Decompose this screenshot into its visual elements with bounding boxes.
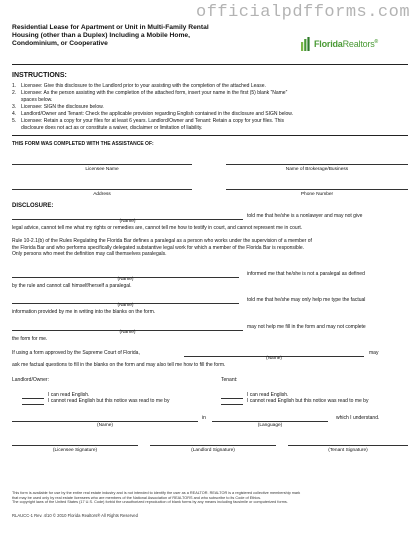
disclosure-p5-head: If using a form approved by the Supreme Court of Florida, (12, 350, 140, 356)
licensee-name-field[interactable] (12, 164, 192, 165)
instr-num-2: 2. (12, 90, 17, 96)
disclosure-name-label-1: (Name) (119, 219, 136, 224)
language-field[interactable] (212, 421, 328, 422)
title-line-3: Condominium, or Cooperative (12, 40, 108, 47)
instructions-divider (12, 135, 408, 136)
landlord-can-read-text: I can read English. (48, 392, 90, 398)
phone-field[interactable] (226, 189, 408, 190)
title-line-2: Housing (other than a Duplex) Including a Mobile Home, (12, 32, 190, 39)
tenant-can-read-checkbox[interactable] (221, 398, 243, 399)
licensee-name-label: Licensee Name (85, 167, 119, 172)
instr-item-2: Licensee: As the person assisting with the completion of the attached form, insert your name in the first (5) blank “Name” (21, 90, 288, 96)
landlord-cannot-read-text: I cannot read English but this notice was read to me by (48, 398, 170, 404)
rule-line-1: Rule 10-2.1(b) of the Rules Regulating the Florida Bar defines a paralegal as a person who works under the supervision of a member of (12, 238, 312, 244)
title-line-1: Residential Lease for Apartment or Unit in Multi-Family Rental (12, 24, 209, 31)
disclosure-p2-tail: informed me that he/she is not a paralegal as defined (247, 271, 365, 277)
instr-item-3: Licensee: SIGN the disclosure below. (21, 104, 104, 110)
header-divider (12, 64, 408, 65)
phone-label: Phone Number (300, 192, 334, 197)
instr-item-4: Landlord/Owner and Tenant: Check the applicable provision regarding English contained in the disclosure and SIGN below. (21, 111, 294, 117)
disclosure-p3-line2: information provided by me in writing into the blanks on the form. (12, 309, 156, 315)
tenant-cannot-read-text: I cannot read English but this notice was read to me by (247, 398, 369, 404)
instr-item-5-cont: disclosure does not act as or constitute a waiver, disclaimer or limitation of liability. (21, 125, 203, 131)
instr-num-1: 1. (12, 83, 17, 89)
in-word: in (202, 415, 206, 421)
florida-realtors-logo-icon (300, 37, 312, 51)
brokerage-field[interactable] (226, 164, 408, 165)
disclosure-p1-line2: legal advice, cannot tell me what my rights or remedies are, cannot tell me how to testify in court, and cannot represent me in court. (12, 225, 303, 231)
landlord-signature-field[interactable] (150, 445, 276, 446)
instr-item-2-cont: spaces below. (21, 97, 53, 103)
rule-line-3: Only persons who meet the definition may call themselves paralegals. (12, 251, 167, 257)
licensee-signature-field[interactable] (12, 445, 138, 446)
footer-line-3: The copyright laws of the United States (17 U.S. Code) forbid the unauthorized reproduction of blank forms by any means including facsimile or computerized forms. (12, 500, 288, 505)
disclosure-p1-tail: told me that he/she is a nonlawyer and may not give (247, 213, 363, 219)
instr-item-5: Licensee: Retain a copy for your files for at least 6 years. Landlord/Owner and Tenant: Retain a copy for your files. This (21, 118, 285, 124)
tenant-label: Tenant: (221, 377, 238, 383)
disclosure-p5-line2: ask me factual questions to fill in the blanks on the form and may also tell me how to fill the form. (12, 362, 226, 368)
assistance-heading: THIS FORM WAS COMPLETED WITH THE ASSISTANCE OF: (12, 141, 154, 147)
disclosure-name-label-2: (Name) (117, 277, 134, 282)
document-title (12, 24, 252, 48)
understand-text: which I understand. (336, 415, 380, 421)
tenant-signature-field[interactable] (288, 445, 408, 446)
footer-notice (12, 491, 408, 505)
landlord-signature-label: (Landlord Signature) (191, 448, 235, 453)
instr-num-5: 5. (12, 118, 17, 124)
tenant-can-read-text: I can read English. (247, 392, 289, 398)
footer-line-2: that may be used only by real estate licensees who are members of the National Association of REALTORS and who subscribe to its Code of Ethics. (12, 495, 262, 500)
address-label: Address (93, 192, 111, 197)
disclosure-p4-tail: may not help me fill in the form and may not complete (247, 324, 366, 330)
landlord-cannot-read-checkbox[interactable] (22, 404, 44, 405)
instr-num-4: 4. (12, 111, 17, 117)
landlord-owner-label: Landlord/Owner: (12, 377, 49, 383)
disclosure-name-label-4: (Name) (119, 330, 136, 335)
instr-num-3: 3. (12, 104, 17, 110)
disclosure-p2-line2: by the rule and cannot call himself/herself a paralegal. (12, 283, 132, 289)
disclosure-p3-tail: told me that he/she may only help me type the factual (247, 297, 366, 303)
landlord-can-read-checkbox[interactable] (22, 398, 44, 399)
rule-line-2: the Florida Bar and who performs specifically delegated substantive legal work for which a member of the Florida Bar is responsible. (12, 244, 305, 251)
disclosure-heading: DISCLOSURE: (12, 203, 54, 209)
tenant-cannot-read-checkbox[interactable] (221, 404, 243, 405)
disclosure-p4-line2: the form for me. (12, 336, 48, 342)
language-label: (Language) (257, 423, 283, 428)
disclosure-name-label-3: (Name) (117, 303, 134, 308)
form-id: RLAUCC-1 Rev. 4/10 © 2010 Florida Realtors® All Rights Reserved (12, 513, 138, 518)
tenant-signature-label: (Tenant Signature) (328, 448, 368, 453)
reader-name-field[interactable] (12, 421, 198, 422)
licensee-signature-label: (Licensee Signature) (52, 448, 98, 453)
brokerage-label: Name of Brokerage/Business (285, 167, 349, 172)
instructions-heading: INSTRUCTIONS: (12, 72, 67, 79)
disclosure-name-label-5: (Name) (266, 356, 282, 361)
watermark: officialpdfforms.com (196, 3, 411, 22)
address-field[interactable] (12, 189, 192, 190)
reader-name-label: (Name) (97, 423, 113, 428)
footer-line-1: This form is available for use by the entire real estate industry and is not intended to identify the user as a REALTOR. REALTOR is a registered collective membership mark (12, 491, 301, 495)
instr-item-1: Licensee: Give this disclosure to the Landlord prior to your assisting with the completion of the attached Lease. (21, 83, 266, 89)
disclosure-p5-tail: may (369, 350, 379, 356)
logo-text: FloridaRealtors® (314, 39, 379, 49)
